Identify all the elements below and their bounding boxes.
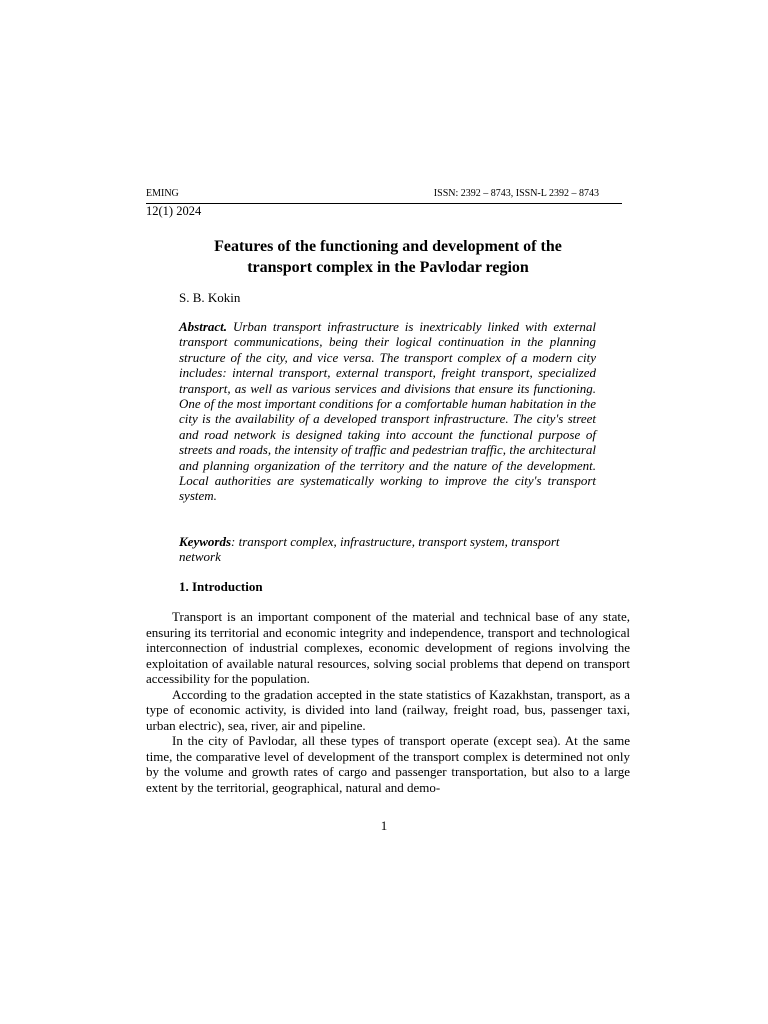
abstract-text: Urban transport infrastructure is inextricably linked with external transport communications, being their logical continuation in the planning structure of the city, and vice versa. The transport complex of a modern city includes: internal transport, external transport, freight transport, specialized transport, as well as various services and divisions that ensure its functioning. One of the most important conditions for a comfortable human habitation in the city is the availability of a developed transport infrastructure. The city's street and road network is designed taking into account the functional purpose of streets and roads, the intensity of traffic and pedestrian traffic, the architectural and planning organization of the territory and the nature of the development. Local authorities are systematically working to improve the city's transport system.	[179, 319, 596, 504]
section-heading: 1. Introduction	[179, 579, 263, 594]
paper-title-line-2: transport complex in the Pavlodar region	[247, 259, 529, 276]
author-name: S. B. Kokin	[179, 290, 241, 305]
keywords-label: Keywords	[179, 534, 231, 549]
keywords	[179, 534, 596, 565]
issue-number: 12(1) 2024	[146, 204, 202, 218]
body-paragraph: Transport is an important component of the material and technical base of any state, ensuring its territorial and economic integrity and independence, transport and technological interconnection of industrial complexes, economic development of regions involving the exploitation of available natural resources, solving social problems that depend on transport accessibility for the population.	[146, 609, 630, 686]
issn-label: ISSN: 2392 – 8743, ISSN-L 2392 – 8743	[433, 188, 599, 199]
body-paragraph: According to the gradation accepted in the state statistics of Kazakhstan, transport, as a type of economic activity, is divided into land (railway, freight road, bus, passenger taxi, urban electric), sea, river, air and pipeline.	[146, 686, 630, 733]
journal-name: EMING	[146, 188, 179, 199]
body-text	[146, 609, 630, 795]
running-header	[146, 188, 622, 204]
keywords-text: : transport complex, infrastructure, transport system, transport network	[179, 534, 560, 565]
body-paragraph: In the city of Pavlodar, all these types of transport operate (except sea). At the same time, the comparative level of development of the transport complex is determined not only by the volume and growth rates of cargo and passenger transportation, but also to a large extent by the territorial, geographical, natural and demo-	[146, 733, 630, 795]
paper-title	[160, 236, 616, 278]
paper-title-line-1: Features of the functioning and development of the	[214, 238, 562, 255]
abstract	[179, 319, 596, 504]
abstract-label: Abstract.	[179, 319, 228, 334]
page-number: 1	[380, 818, 388, 833]
